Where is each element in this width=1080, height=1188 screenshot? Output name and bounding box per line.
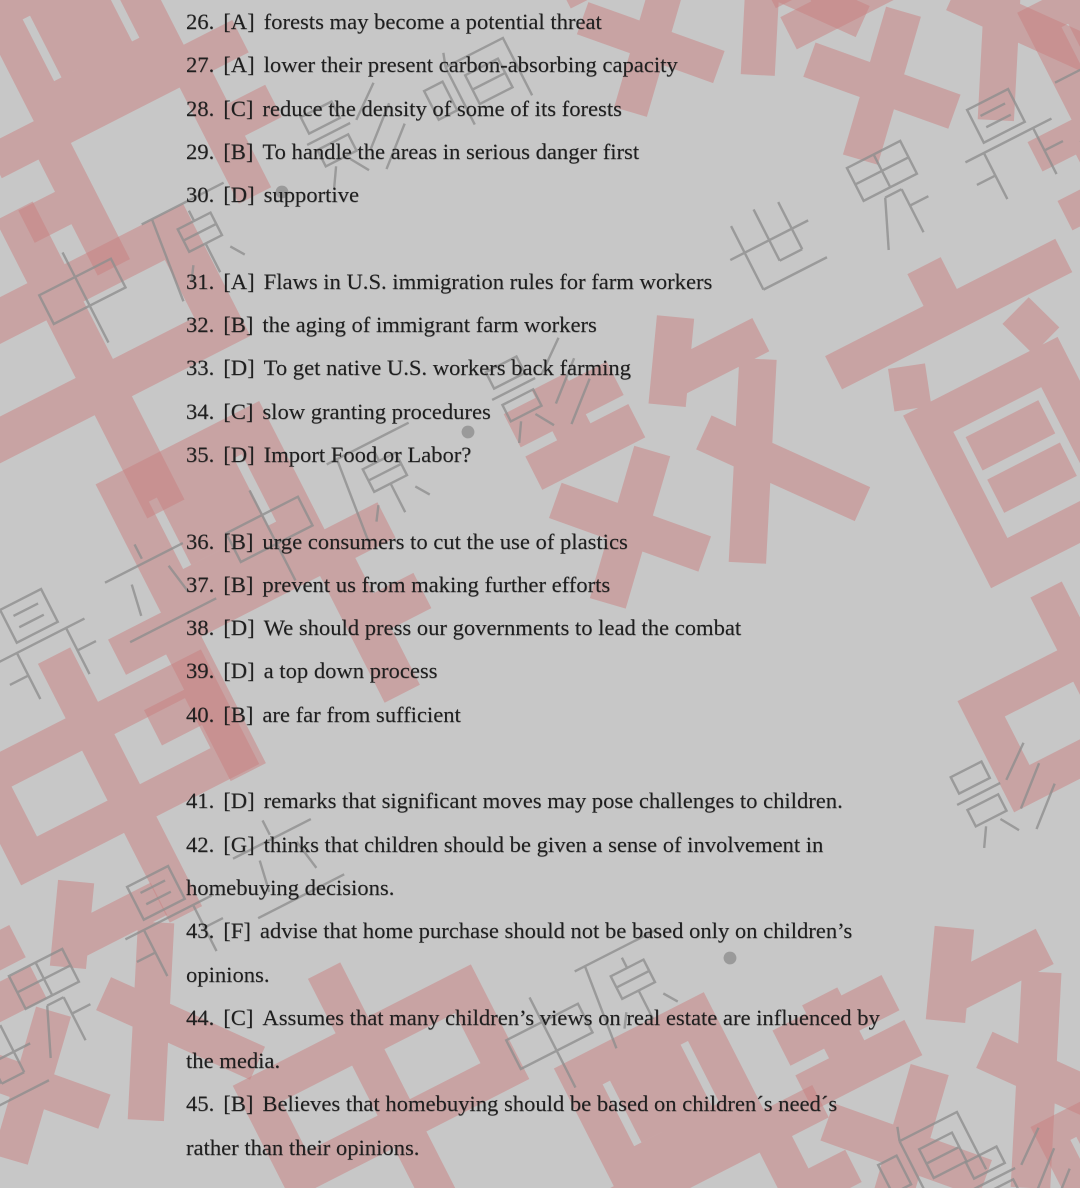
answer-text: Flaws in U.S. immigration rules for farm workers [263, 268, 713, 294]
answer-group-1 [186, 0, 1050, 216]
answer-text: advise that home purchase should not be based only on children’s [259, 918, 853, 944]
answer-group-2 [186, 260, 1050, 476]
answer-choice: [B] [223, 571, 254, 597]
answer-choice: [A] [223, 9, 255, 34]
answer-choice: [D] [223, 441, 255, 467]
answer-text: lower their present carbon-absorbing capacity [263, 52, 678, 78]
answer-number: 27. [186, 52, 215, 78]
answer-choice: [C] [223, 398, 254, 424]
answer-number: 45. [186, 1091, 215, 1117]
answer-number: 42. [186, 831, 215, 857]
answer-line-38 [186, 606, 1050, 649]
answer-choice: [C] [223, 95, 254, 121]
answer-number: 28. [186, 95, 215, 121]
answer-choice: [B] [223, 1091, 254, 1117]
answer-choice: [B] [223, 528, 254, 554]
answer-choice: [D] [223, 788, 255, 814]
answer-group-4 [186, 779, 1050, 1169]
answer-number: 44. [186, 1004, 215, 1030]
answer-line-45-cont [186, 1126, 1050, 1169]
answer-choice: [D] [223, 182, 255, 208]
answer-number: 26. [186, 9, 215, 34]
answer-text: supportive [263, 182, 360, 208]
answer-number: 34. [186, 398, 215, 424]
answer-line-32 [186, 303, 1050, 346]
answer-number: 41. [186, 788, 215, 814]
answer-text: slow granting procedures [262, 398, 491, 424]
answer-choice: [F] [223, 918, 251, 944]
answer-number: 43. [186, 918, 215, 944]
answer-choice: [D] [223, 355, 255, 381]
answer-line-37 [186, 563, 1050, 606]
answer-text: remarks that significant moves may pose challenges to children. [263, 788, 843, 814]
answer-text: To handle the areas in serious danger first [262, 138, 640, 164]
answer-choice: [C] [223, 1004, 254, 1030]
answer-text: a top down process [263, 658, 438, 684]
answer-choice: [B] [223, 701, 254, 727]
answer-choice: [D] [223, 615, 255, 641]
answer-number: 31. [186, 268, 215, 294]
answer-number: 37. [186, 571, 215, 597]
answer-text: prevent us from making further efforts [262, 571, 611, 597]
answer-number: 36. [186, 528, 215, 554]
answer-line-45 [186, 1082, 1050, 1125]
watermark-glyph-zhong [8, 220, 163, 375]
answer-line-41 [186, 779, 1050, 822]
answer-number: 33. [186, 355, 215, 381]
answer-choice: [B] [223, 138, 254, 164]
answer-text: opinions. [186, 961, 270, 987]
watermark-glyph-jie [0, 928, 135, 1083]
answer-line-35 [186, 433, 1050, 476]
answer-number: 32. [186, 312, 215, 338]
answer-text: forests may become a potential threat [263, 9, 602, 34]
answer-line-34 [186, 390, 1050, 433]
answer-text: Import Food or Labor? [263, 441, 472, 467]
answer-number: 30. [186, 182, 215, 208]
answer-line-31 [186, 260, 1050, 303]
answer-line-44-cont [186, 1039, 1050, 1082]
answer-number: 38. [186, 615, 215, 641]
answer-number: 29. [186, 138, 215, 164]
answer-line-42-cont [186, 866, 1050, 909]
answer-line-28 [186, 87, 1050, 130]
answer-text: Believes that homebuying should be based on children´s need´s [262, 1091, 838, 1117]
answer-text: are far from sufficient [262, 701, 461, 727]
answer-line-33 [186, 346, 1050, 389]
answer-number: 40. [186, 701, 215, 727]
answer-choice: [A] [223, 52, 255, 78]
answer-text: the aging of immigrant farm workers [262, 312, 597, 338]
answer-choice: [D] [223, 658, 255, 684]
answer-text: the media. [186, 1048, 281, 1074]
answer-text: To get native U.S. workers back farming [263, 355, 631, 381]
answer-line-30 [186, 173, 1050, 216]
answer-choice: [G] [223, 831, 255, 857]
answer-line-39 [186, 649, 1050, 692]
answer-text: thinks that children should be given a sense of involvement in [263, 831, 824, 857]
answer-text: rather than their opinions. [186, 1134, 420, 1160]
answer-line-29 [186, 130, 1050, 173]
answer-choice: [B] [223, 312, 254, 338]
watermark-glyph-ding [0, 565, 120, 720]
answer-group-3 [186, 520, 1050, 736]
answer-text: homebuying decisions. [186, 874, 395, 900]
answers-list [186, 0, 1050, 1169]
answer-number: 35. [186, 441, 215, 467]
watermark-glyph-shi [0, 998, 75, 1153]
answer-line-26 [186, 0, 1050, 43]
answer-line-43 [186, 909, 1050, 952]
answer-text: reduce the density of some of its forests [262, 95, 622, 121]
answer-text: Assumes that many children’s views on real estate are influenced by [262, 1004, 880, 1030]
answer-text: urge consumers to cut the use of plastics [262, 528, 628, 554]
answer-line-36 [186, 520, 1050, 563]
answer-choice: [A] [223, 268, 255, 294]
answer-line-40 [186, 693, 1050, 736]
answer-line-27 [186, 43, 1050, 86]
answer-line-43-cont [186, 953, 1050, 996]
answer-text: We should press our governments to lead the combat [263, 615, 742, 641]
answer-line-42 [186, 823, 1050, 866]
answer-line-44 [186, 996, 1050, 1039]
answer-number: 39. [186, 658, 215, 684]
